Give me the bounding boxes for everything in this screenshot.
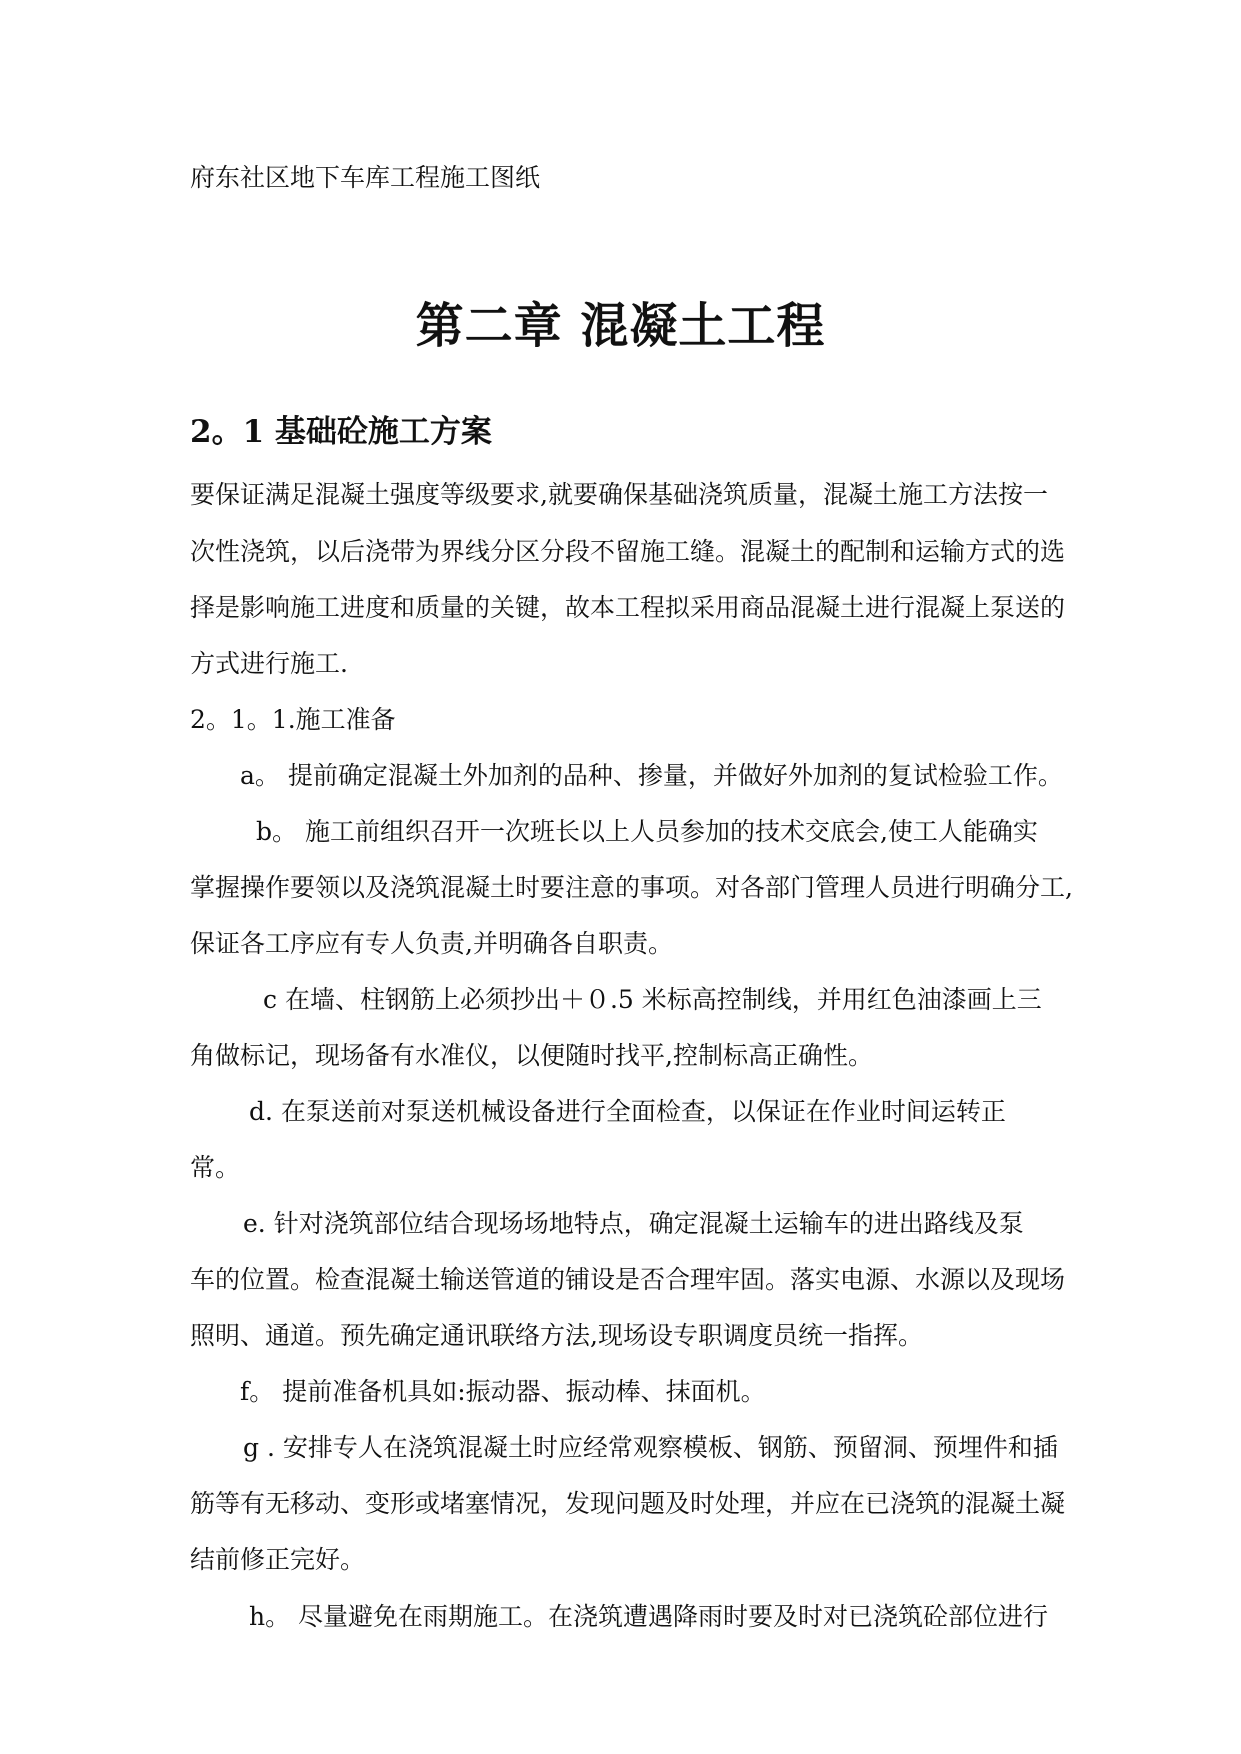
body-line: 照明、通道。预先确定通讯联络方法,现场设专职调度员统一指挥。: [190, 1321, 923, 1350]
body-line: 方式进行施工.: [190, 649, 348, 678]
list-item-e: e. 针对浇筑部位结合现场场地特点，确定混凝土运输车的进出路线及泵: [243, 1209, 1024, 1238]
subsection-title: 2。1。1.施工准备: [190, 705, 396, 734]
list-item-g: g . 安排专人在浇筑混凝土时应经常观察模板、钢筋、预留洞、预埋件和插: [243, 1433, 1058, 1462]
body-line: 筋等有无移动、变形或堵塞情况，发现问题及时处理，并应在已浇筑的混凝土凝: [190, 1489, 1066, 1518]
list-item-b: b。 施工前组织召开一次班长以上人员参加的技术交底会,使工人能确实: [256, 817, 1038, 846]
body-line: 要保证满足混凝土强度等级要求,就要确保基础浇筑质量，混凝土施工方法按一: [190, 480, 1048, 509]
list-item-a: a。 提前确定混凝土外加剂的品种、掺量，并做好外加剂的复试检验工作。: [240, 761, 1063, 790]
document-header: 府东社区地下车库工程施工图纸: [190, 163, 541, 192]
list-item-f: f。 提前准备机具如:振动器、振动棒、抹面机。: [240, 1377, 766, 1406]
list-item-d: d. 在泵送前对泵送机械设备进行全面检查，以保证在作业时间运转正: [249, 1097, 1006, 1126]
body-line: 车的位置。检查混凝土输送管道的铺设是否合理牢固。落实电源、水源以及现场: [190, 1265, 1066, 1294]
body-line: 角做标记，现场备有水准仪，以便随时找平,控制标高正确性。: [190, 1041, 873, 1070]
body-line: 结前修正完好。: [190, 1545, 366, 1574]
list-item-c: c 在墙、柱钢筋上必须抄出＋０.5 米标高控制线，并用红色油漆画上三: [263, 985, 1042, 1014]
body-line: 掌握操作要领以及浇筑混凝土时要注意的事项。对各部门管理人员进行明确分工,: [190, 873, 1073, 902]
body-line: 保证各工序应有专人负责,并明确各自职责。: [190, 929, 673, 958]
body-line: 常。: [190, 1153, 241, 1182]
body-line: 择是影响施工进度和质量的关键，故本工程拟采用商品混凝土进行混凝上泵送的: [190, 593, 1066, 622]
list-item-h: h。 尽量避免在雨期施工。在浇筑遭遇降雨时要及时对已浇筑砼部位进行: [249, 1602, 1049, 1631]
body-line: 次性浇筑，以后浇带为界线分区分段不留施工缝。混凝土的配制和运输方式的选: [190, 537, 1066, 566]
section-title: 2。1 基础砼施工方案: [190, 414, 492, 450]
chapter-title: 第二章 混凝土工程: [415, 298, 826, 354]
